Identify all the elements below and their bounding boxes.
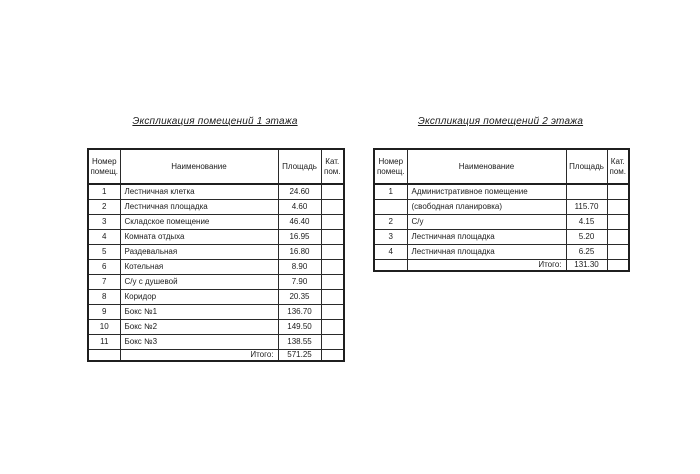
room-category-cell xyxy=(321,319,344,334)
explication-table-floor1 xyxy=(87,148,345,362)
column-header-name: Наименование xyxy=(120,149,278,184)
table-row xyxy=(374,229,629,244)
room-category-cell xyxy=(321,244,344,259)
table-row xyxy=(374,244,629,259)
table-body xyxy=(374,184,629,271)
room-area-cell: 7.90 xyxy=(278,274,321,289)
room-number-cell: 3 xyxy=(88,214,120,229)
explication-table-floor2 xyxy=(373,148,630,272)
room-area-cell: 136.70 xyxy=(278,304,321,319)
table-row xyxy=(374,199,629,214)
room-name-cell: С/у с душевой xyxy=(120,274,278,289)
room-name-cell: Бокс №2 xyxy=(120,319,278,334)
table-row xyxy=(88,274,344,289)
column-header-number: Номер помещ. xyxy=(374,149,407,184)
table-row xyxy=(88,214,344,229)
room-area-cell: 8.90 xyxy=(278,259,321,274)
room-category-cell xyxy=(321,304,344,319)
room-name-cell: Лестничная клетка xyxy=(120,184,278,199)
room-name-cell: С/у xyxy=(407,214,566,229)
table-title-floor2: Экспликация помещений 2 этажа xyxy=(417,116,584,127)
room-name-cell: Лестничная площадка xyxy=(407,229,566,244)
room-category-cell xyxy=(321,184,344,199)
room-area-cell: 6.25 xyxy=(566,244,607,259)
room-number-cell: 2 xyxy=(374,214,407,229)
room-area-cell: 16.95 xyxy=(278,229,321,244)
room-name-cell: Бокс №3 xyxy=(120,334,278,349)
room-area-cell: 24.60 xyxy=(278,184,321,199)
explication-block-floor1 xyxy=(87,116,343,362)
table-row xyxy=(88,184,344,199)
room-name-cell: Складское помещение xyxy=(120,214,278,229)
table-body xyxy=(88,184,344,361)
room-name-cell: (свободная планировка) xyxy=(407,199,566,214)
table-row xyxy=(374,184,629,199)
room-number-cell: 8 xyxy=(88,289,120,304)
room-name-cell: Административное помещение xyxy=(407,184,566,199)
table-row xyxy=(88,334,344,349)
room-area-cell: 149.50 xyxy=(278,319,321,334)
room-area-cell: 115.70 xyxy=(566,199,607,214)
room-number-cell: 3 xyxy=(374,229,407,244)
room-area-cell xyxy=(566,184,607,199)
room-area-cell: 4.60 xyxy=(278,199,321,214)
table-header xyxy=(374,149,629,184)
room-number-cell: 1 xyxy=(88,184,120,199)
table-row xyxy=(88,244,344,259)
total-row xyxy=(88,349,344,361)
total-category-cell xyxy=(607,259,629,271)
table-row xyxy=(88,229,344,244)
room-area-cell: 4.15 xyxy=(566,214,607,229)
total-value-cell: 131.30 xyxy=(566,259,607,271)
room-number-cell: 5 xyxy=(88,244,120,259)
total-row xyxy=(374,259,629,271)
room-name-cell: Комната отдыха xyxy=(120,229,278,244)
room-number-cell: 10 xyxy=(88,319,120,334)
column-header-category: Кат. пом. xyxy=(321,149,344,184)
table-row xyxy=(88,259,344,274)
room-name-cell: Котельная xyxy=(120,259,278,274)
column-header-area: Площадь xyxy=(566,149,607,184)
table-row xyxy=(88,289,344,304)
room-number-cell: 4 xyxy=(374,244,407,259)
column-header-number: Номер помещ. xyxy=(88,149,120,184)
total-empty-cell xyxy=(374,259,407,271)
table-header xyxy=(88,149,344,184)
total-empty-cell xyxy=(88,349,120,361)
room-number-cell: 11 xyxy=(88,334,120,349)
room-name-cell: Лестничная площадка xyxy=(120,199,278,214)
room-area-cell: 138.55 xyxy=(278,334,321,349)
table-row xyxy=(88,319,344,334)
room-category-cell xyxy=(321,214,344,229)
room-category-cell xyxy=(321,199,344,214)
room-number-cell: 9 xyxy=(88,304,120,319)
room-name-cell: Раздевальная xyxy=(120,244,278,259)
explication-block-floor2 xyxy=(373,116,628,272)
room-number-cell: 4 xyxy=(88,229,120,244)
room-category-cell xyxy=(607,244,629,259)
column-header-area: Площадь xyxy=(278,149,321,184)
room-area-cell: 16.80 xyxy=(278,244,321,259)
room-category-cell xyxy=(607,199,629,214)
room-number-cell: 2 xyxy=(88,199,120,214)
room-name-cell: Бокс №1 xyxy=(120,304,278,319)
room-category-cell xyxy=(321,289,344,304)
room-number-cell: 1 xyxy=(374,184,407,199)
total-label-cell: Итого: xyxy=(407,259,566,271)
total-label-cell: Итого: xyxy=(120,349,278,361)
room-category-cell xyxy=(321,274,344,289)
table-row xyxy=(88,199,344,214)
room-number-cell: 7 xyxy=(88,274,120,289)
room-category-cell xyxy=(321,229,344,244)
room-name-cell: Лестничная площадка xyxy=(407,244,566,259)
room-category-cell xyxy=(607,229,629,244)
room-name-cell: Коридор xyxy=(120,289,278,304)
room-area-cell: 46.40 xyxy=(278,214,321,229)
column-header-name: Наименование xyxy=(407,149,566,184)
room-category-cell xyxy=(321,259,344,274)
room-category-cell xyxy=(607,214,629,229)
room-number-cell: 6 xyxy=(88,259,120,274)
total-value-cell: 571.25 xyxy=(278,349,321,361)
table-row xyxy=(88,304,344,319)
room-area-cell: 20.35 xyxy=(278,289,321,304)
room-number-cell xyxy=(374,199,407,214)
room-area-cell: 5.20 xyxy=(566,229,607,244)
table-row xyxy=(374,214,629,229)
total-category-cell xyxy=(321,349,344,361)
table-title-floor1: Экспликация помещений 1 этажа xyxy=(132,116,298,127)
room-category-cell xyxy=(607,184,629,199)
room-category-cell xyxy=(321,334,344,349)
column-header-category: Кат. пом. xyxy=(607,149,629,184)
